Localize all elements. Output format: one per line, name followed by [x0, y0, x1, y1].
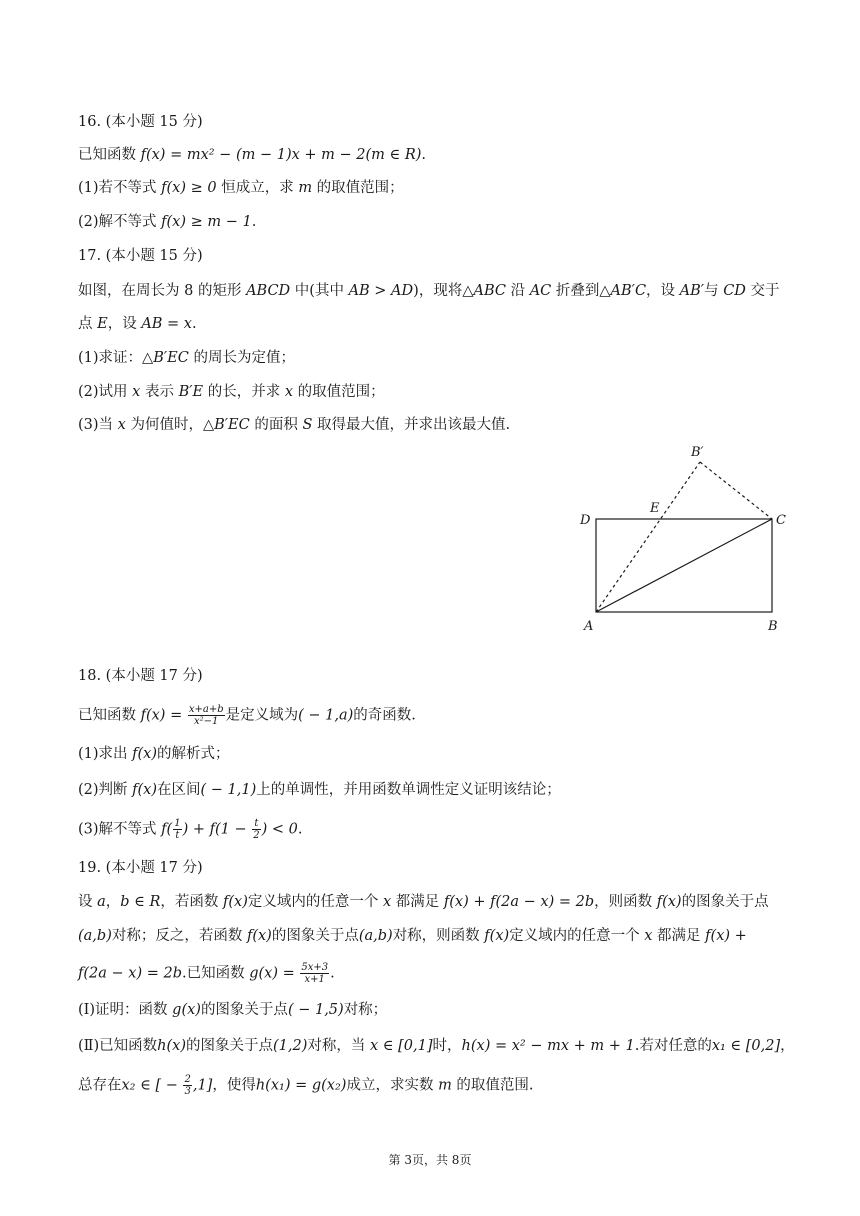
problem-19-statement-line-1: 设 a，b ∈ R，若函数 f(x)定义域内的任意一个 x 都满足 f(x) + f(2a − x) = 2b，则函数 f(x)的图象关于点: [78, 894, 769, 910]
problem-19-part-2-continued: 总存在x₂ ∈ [ − $\frac{2}{3}$ ,1]，使得h(x₁) = g(x₂)成立，求实数 m 的取值范围.: [78, 1074, 534, 1097]
problem-17-part-3: (3)当 x 为何值时，△B′EC 的面积 S 取得最大值，并求出该最大值.: [78, 417, 511, 433]
page-footer: 第 3页，共 8页: [388, 1153, 472, 1167]
label-a: A: [584, 619, 594, 634]
problem-18-statement: 已知函数 f(x) = $\frac{x+a+b}{\text{x²−1}}$ 是定义域为( − 1,a)的奇函数.: [78, 704, 416, 727]
fraction: $\frac{x+a+b}{\text{x²−1}}$: [188, 704, 224, 727]
problem-19-part-1: (Ⅰ)证明：函数 g(x)的图象关于点( − 1,5)对称；: [78, 1002, 388, 1018]
problem-18-part-1: (1)求出 f(x)的解析式；: [78, 746, 230, 762]
problem-19-part-2: (Ⅱ)已知函数h(x)的图象关于点(1,2)对称，当 x ∈ [0,1]时，h(x) = x² − mx + m + 1.若对任意的x₁ ∈ [0,2]，: [78, 1038, 795, 1054]
problem-16-statement: 已知函数 f(x) = mx² − (m − 1)x + m − 2(m ∈ R).: [78, 147, 427, 163]
problem-18-part-2: (2)判断 f(x)在区间( − 1,1)上的单调性，并用函数单调性定义证明该结论；: [78, 782, 561, 798]
problem-16-part-2: (2)解不等式 f(x) ≥ m − 1.: [78, 214, 257, 230]
label-d: D: [580, 513, 591, 528]
problem-19-statement-line-2: (a,b)对称；反之，若函数 f(x)的图象关于点(a,b)对称，则函数 f(x)定义域内的任意一个 x 都满足 f(x) +: [78, 928, 747, 944]
problem-17-statement-line-1: 如图，在周长为 8 的矩形 ABCD 中(其中 AB > AD)，现将△ABC 沿 AC 折叠到△AB′C，设 AB′与 CD 交于: [78, 283, 780, 299]
fraction: $\frac{t}{2}$: [253, 818, 260, 841]
label-b: B: [768, 619, 778, 634]
problem-16-part-1: (1)若不等式 f(x) ≥ 0 恒成立，求 m 的取值范围；: [78, 180, 404, 196]
problem-16-header: 16. (本小题 15 分): [78, 114, 203, 130]
fraction: $\frac{5x+3}{x+1}$: [301, 962, 329, 985]
problem-19-header: 19. (本小题 17 分): [78, 860, 203, 876]
fraction: $\frac{2}{3}$: [184, 1074, 191, 1097]
problem-17-part-1: (1)求证：△B′EC 的周长为定值；: [78, 350, 295, 366]
fraction: $\frac{1}{t}$: [174, 818, 181, 841]
label-e: E: [650, 501, 660, 516]
folded-rectangle-figure: [570, 438, 800, 638]
problem-17-header: 17. (本小题 15 分): [78, 248, 203, 264]
problem-17-statement-line-2: 点 E，设 AB = x.: [78, 316, 197, 332]
label-b-prime: B′: [691, 445, 704, 460]
dashed-b-prime-c: [700, 462, 772, 519]
problem-18-header: 18. (本小题 17 分): [78, 668, 203, 684]
label-c: C: [776, 513, 786, 528]
problem-17-part-2: (2)试用 x 表示 B′E 的长，并求 x 的取值范围；: [78, 384, 385, 400]
dashed-ab-prime: [596, 462, 700, 612]
problem-19-statement-line-3: f(2a − x) = 2b.已知函数 g(x) = $\frac{5x+3}{x+1}$ .: [78, 962, 335, 985]
problem-18-part-3: (3)解不等式 f( $\frac{1}{t}$ ) + f(1 − $\frac{t}{2}$ ) < 0.: [78, 818, 303, 841]
diagonal-ac: [596, 519, 772, 612]
